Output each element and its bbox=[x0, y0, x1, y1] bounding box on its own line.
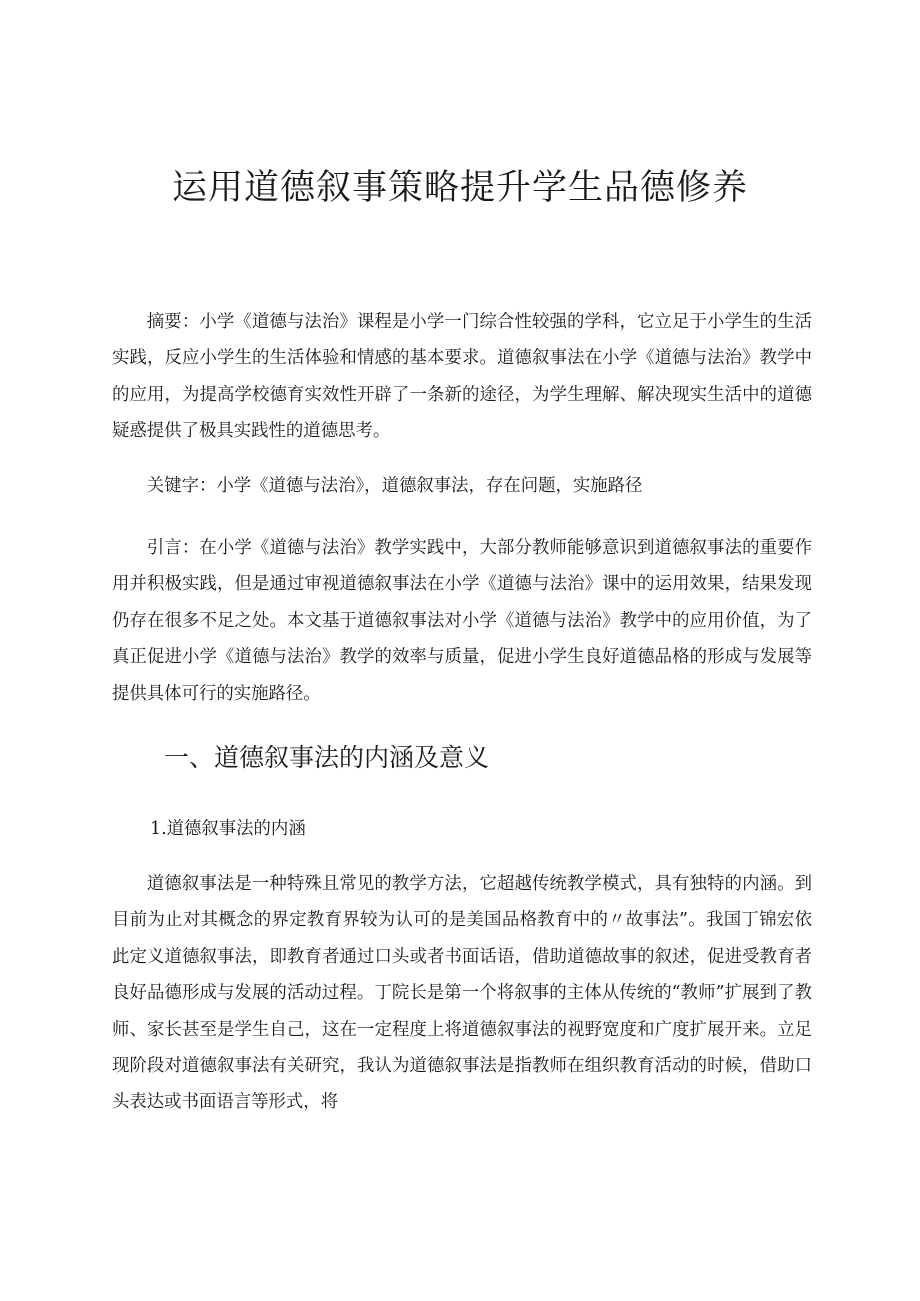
body-paragraph: 道德叙事法是一种特殊且常见的教学方法，它超越传统教学模式，具有独特的内涵。到目前为止对其概念的界定教育界较为认可的是美国品格教育中的〃故事法”。我国丁锦宏依此定义道德叙事法，即教育者通过口头或者书面话语，借助道德故事的叙述，促进受教育者良好品德形成与发展的活动过程。丁院长是第一个将叙事的主体从传统的“教师”扩展到了教师、家长甚至是学生自己，这在一定程度上将道德叙事法的视野宽度和广度扩展开来。立足现阶段对道德叙事法有关研究，我认为道德叙事法是指教师在组织教育活动的时候，借助口头表达或书面语言等形式，将 bbox=[112, 874, 812, 1113]
abstract-paragraph: 摘要：小学《道德与法治》课程是小学一门综合性较强的学科，它立足于小学生的生活实践，反应小学生的生活体验和情感的基本要求。道德叙事法在小学《道德与法治》教学中的应用，为提高学校德育实效性开辟了一条新的途径，为学生理解、解决现实生活中的道德疑惑提供了极具实践性的道德思考。 bbox=[112, 312, 812, 442]
document-title: 运用道德叙事策略提升学生品德修养 bbox=[171, 168, 748, 208]
section-heading: 一、道德叙事法的内涵及意义 bbox=[164, 743, 490, 772]
introduction-paragraph: 引言：在小学《道德与法治》教学实践中，大部分教师能够意识到道德叙事法的重要作用并积极实践，但是通过审视道德叙事法在小学《道德与法治》课中的运用效果，结果发现仍存在很多不足之处。本文基于道德叙事法对小学《道德与法治》教学中的应用价值，为了真正促进小学《道德与法治》教学的效率与质量，促进小学生良好道德品格的形成与发展等提供具体可行的实施路径。 bbox=[112, 538, 812, 704]
keywords-paragraph: 关键字：小学《道德与法治》，道德叙事法，存在问题，实施路径 bbox=[146, 476, 643, 496]
subsection-heading: 1.道德叙事法的内涵 bbox=[150, 819, 306, 839]
